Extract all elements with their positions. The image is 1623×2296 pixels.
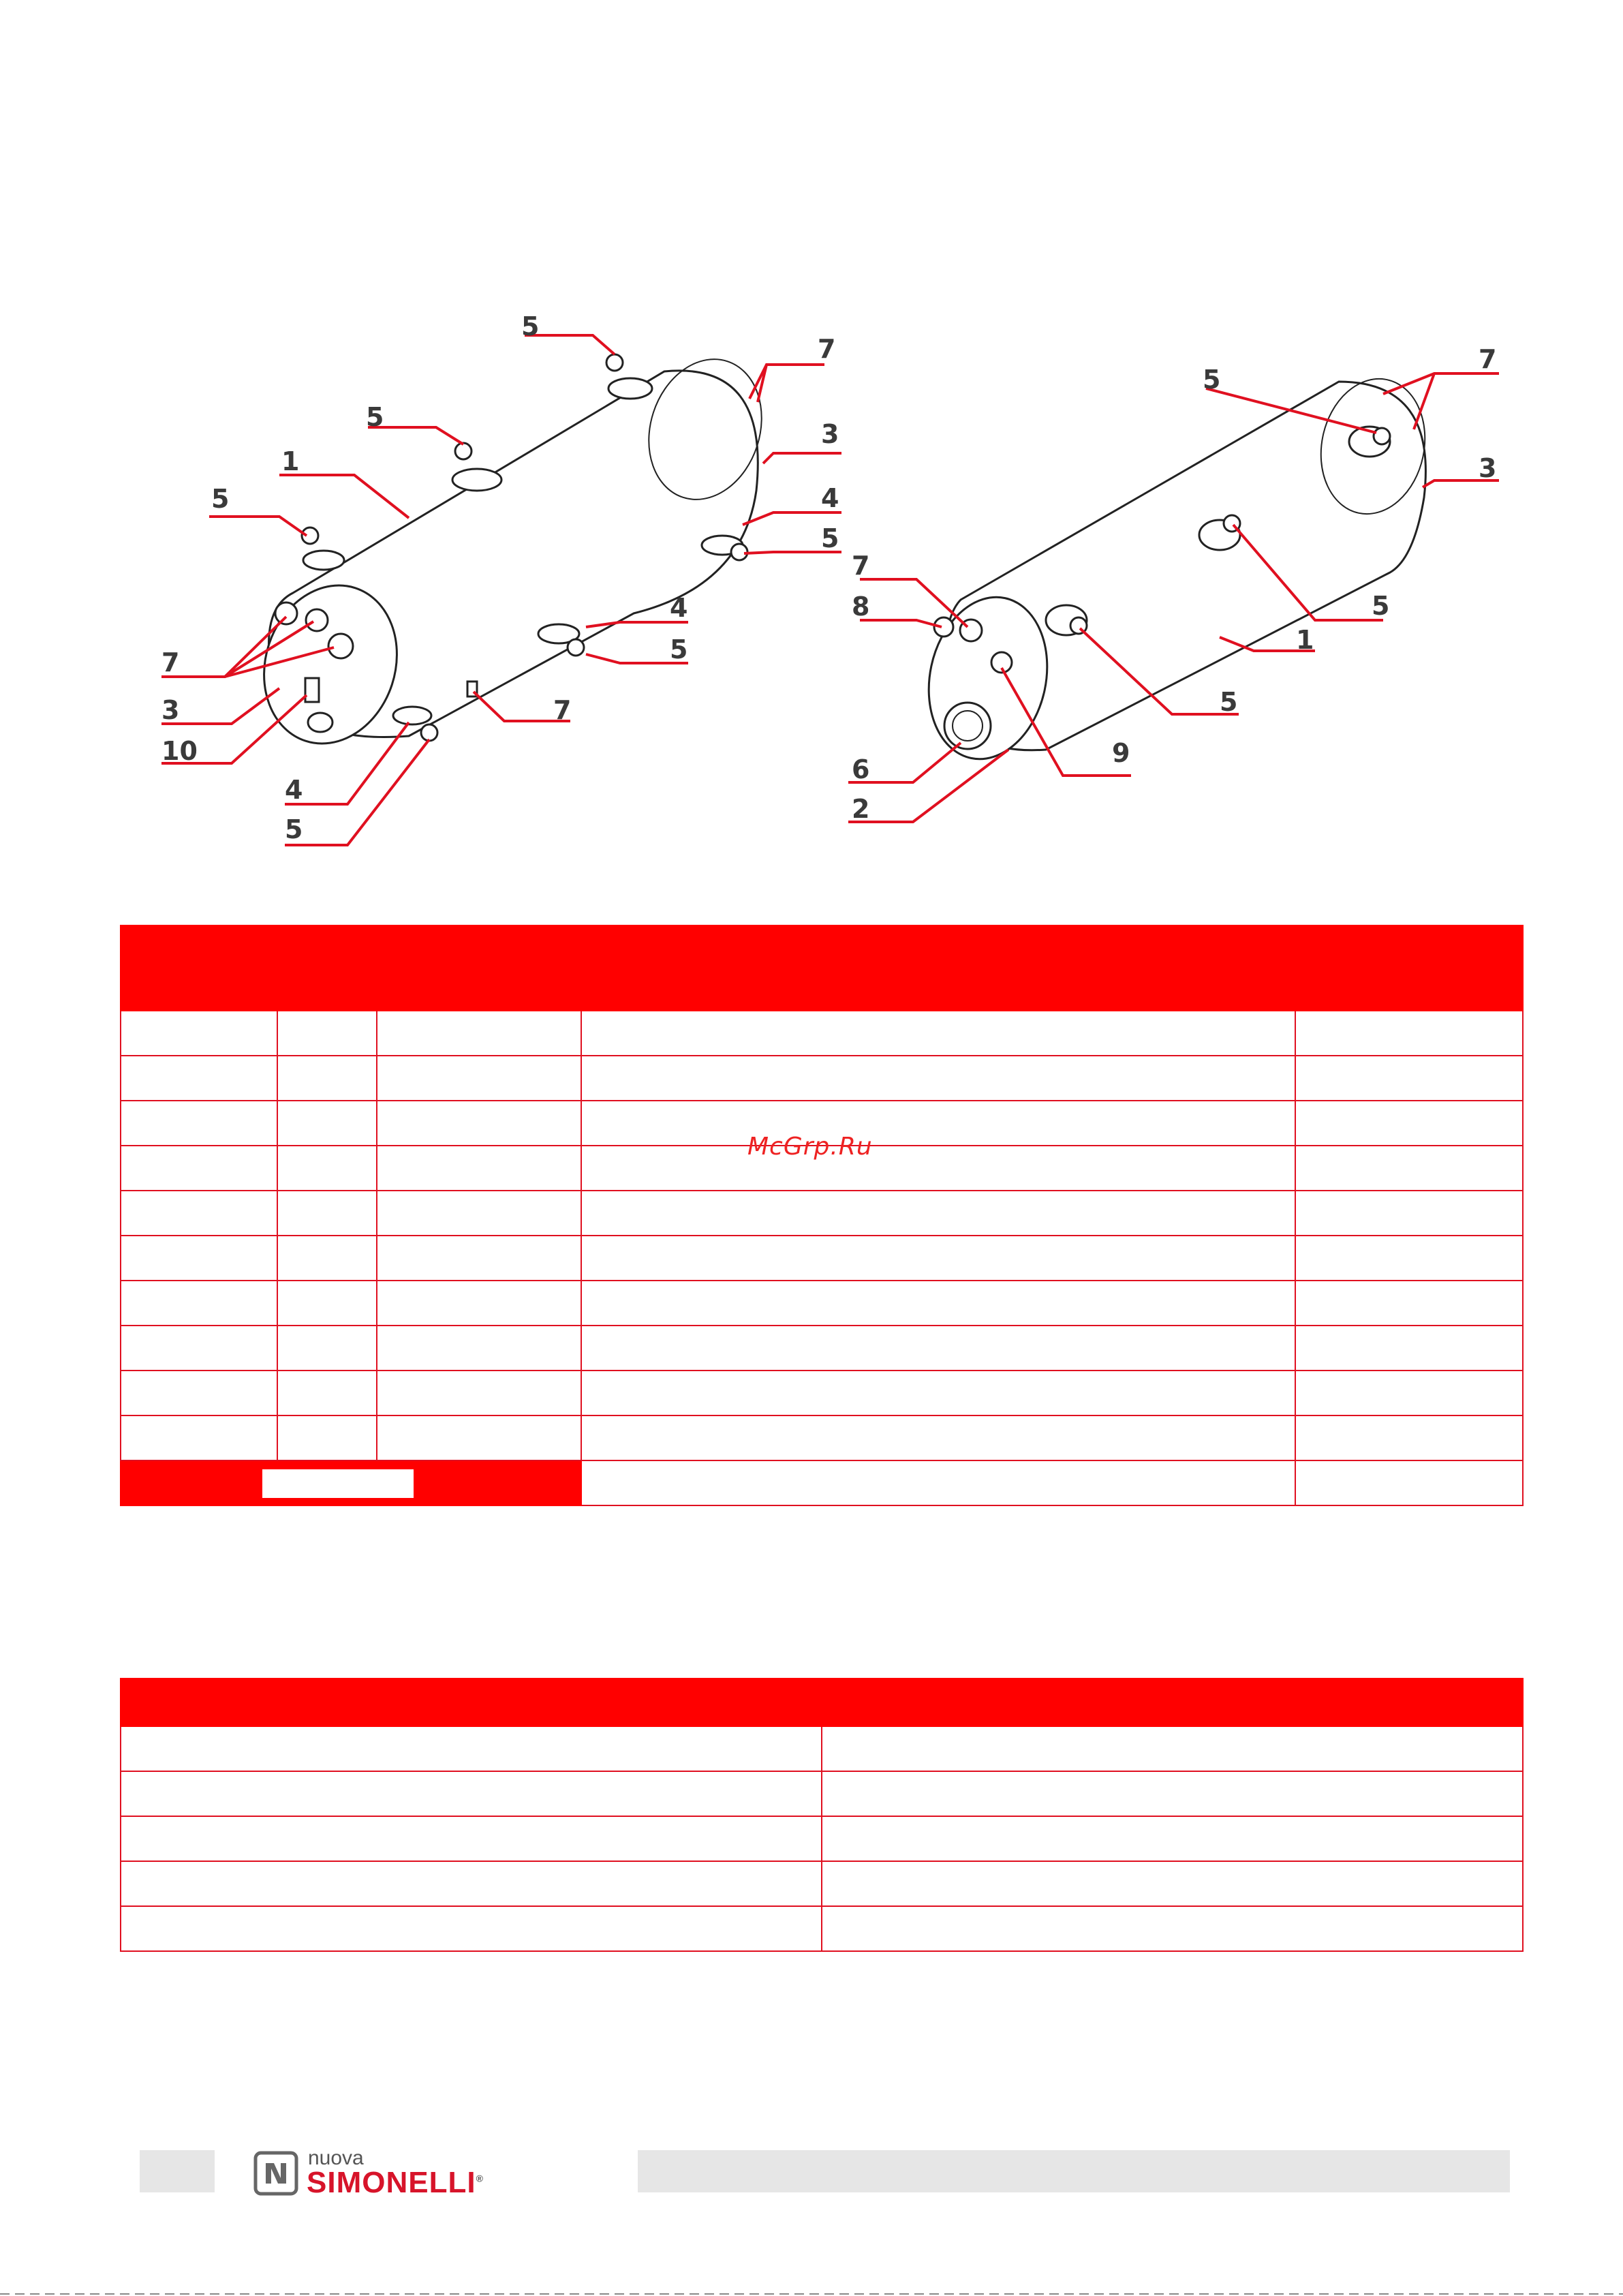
table-row	[121, 1861, 1523, 1906]
total-label-cell	[121, 1460, 581, 1505]
table-row	[121, 1771, 1523, 1816]
callout: 5	[366, 402, 384, 432]
table-row	[121, 1056, 1523, 1101]
boiler-diagram	[0, 0, 1623, 886]
callout: 7	[553, 695, 572, 725]
table-row	[121, 1415, 1523, 1460]
callout: 3	[161, 695, 180, 725]
callout: 7	[818, 334, 836, 364]
table-row	[121, 1011, 1523, 1056]
callout: 3	[821, 419, 839, 449]
header-cell	[1295, 925, 1523, 1011]
callout: 1	[1296, 625, 1314, 655]
callout: 5	[211, 484, 230, 514]
callout: 4	[670, 593, 688, 623]
callout: 5	[1372, 591, 1390, 621]
callout: 9	[1112, 738, 1130, 768]
callout: 10	[161, 736, 198, 766]
callout: 4	[821, 483, 839, 513]
callout: 5	[821, 523, 839, 553]
callout: 7	[161, 647, 180, 677]
page-bottom-border	[0, 2293, 1623, 2295]
table-row	[121, 1816, 1523, 1861]
parts-table	[120, 925, 1524, 1506]
callout: 5	[285, 814, 303, 844]
header-cell	[377, 925, 581, 1011]
logo-brand-text: SIMONELLI®	[307, 2166, 484, 2199]
left-boiler	[161, 311, 841, 845]
header-cell	[581, 925, 1295, 1011]
callout: 6	[852, 754, 870, 784]
table-row	[121, 1371, 1523, 1415]
logo-mark-icon	[253, 2151, 298, 2196]
total-cell	[581, 1460, 1295, 1505]
total-cell	[1295, 1460, 1523, 1505]
callout: 8	[852, 592, 870, 622]
table-row	[121, 1191, 1523, 1236]
right-boiler	[848, 344, 1499, 824]
callout: 4	[285, 775, 303, 805]
table-row	[121, 1236, 1523, 1281]
watermark: McGrp.Ru	[747, 1133, 873, 1161]
callout: 2	[852, 794, 870, 824]
table-row	[121, 1326, 1523, 1371]
table-row	[121, 1726, 1523, 1771]
table-row	[121, 1906, 1523, 1951]
callout: 5	[1203, 365, 1221, 395]
logo-nuova-text: nuova	[308, 2147, 364, 2169]
callout: 5	[521, 311, 540, 341]
callout: 5	[1220, 687, 1238, 717]
table-row	[121, 1281, 1523, 1326]
table-header-row	[121, 925, 1523, 1011]
page-number-box	[140, 2150, 215, 2192]
footer-bar	[638, 2150, 1510, 2192]
total-label-box	[262, 1469, 414, 1498]
spec-table	[120, 1678, 1524, 1952]
header-cell	[121, 925, 277, 1011]
brand-logo	[253, 2147, 567, 2200]
callout: 7	[852, 551, 870, 581]
spec-header-cell	[121, 1679, 1523, 1726]
callout: 7	[1479, 344, 1497, 374]
header-cell	[277, 925, 377, 1011]
spec-header-row	[121, 1679, 1523, 1726]
callout: 5	[670, 634, 688, 664]
callout: 3	[1479, 453, 1497, 483]
callout: 1	[281, 446, 300, 476]
table-total-row	[121, 1460, 1523, 1505]
